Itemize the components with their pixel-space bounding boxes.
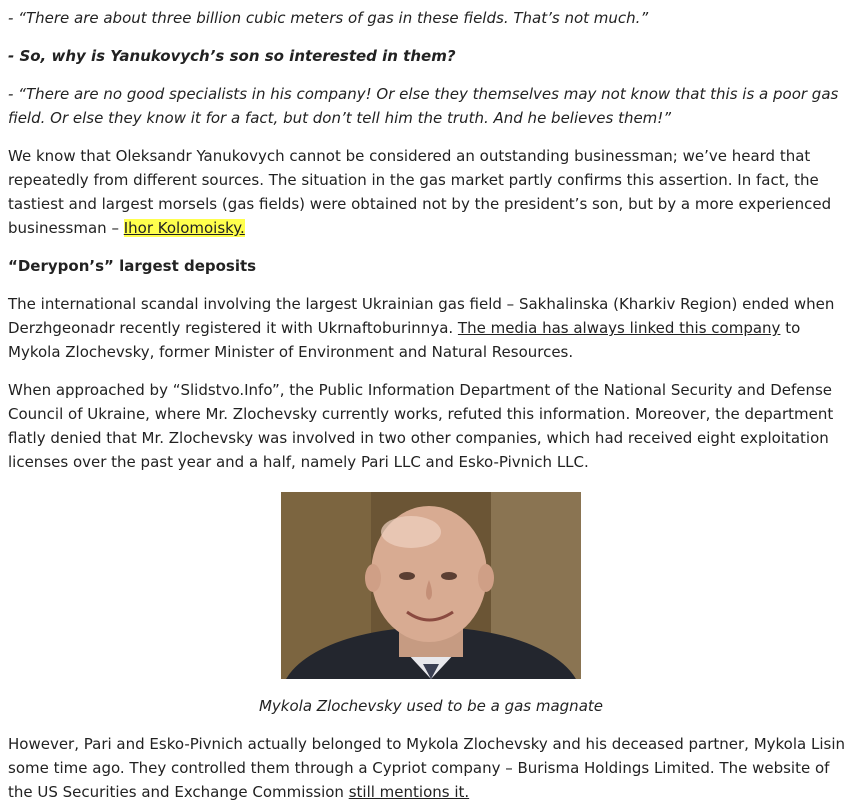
paragraph-scandal-after: to Mykola Zlochevsky, former Minister of Environment and Natural Resources.: [8, 319, 801, 361]
paragraph-approached: When approached by “Slidstvo.Info”, the Public Information Department of the National Security and Defense Council of Ukraine, where Mr. Zlochevsky currently works, refuted this information. Moreover, the department flatly denied that Mr. Zlochevsky was involved in two other companies, which had received eight exploitation licenses over the past year and a half, namely Pari LLC and Esko-Pivnich LLC.: [8, 381, 834, 471]
paragraph-scandal-before: The international scandal involving the largest Ukrainian gas field – Sakhalinska (Kharkiv Region) ended when Derzhgeonadr recently registered it with Ukrnaftoburinnya.: [8, 295, 835, 337]
portrait-illustration: [281, 492, 581, 679]
paragraph-businessman-text: We know that Oleksandr Yanukovych cannot be considered an outstanding businessman; we’ve heard that repeatedly from different sources. The situation in the gas market partly confirms this assertion. In fact, the tastiest and largest morsels (gas fields) were obtained not by the president’s son, but by a more experienced businessman –: [8, 147, 832, 237]
figure-caption: Mykola Zlochevsky used to be a gas magnate: [258, 697, 603, 715]
kolomoisky-link[interactable]: Ihor Kolomoisky.: [123, 219, 245, 237]
sec-mentions-link[interactable]: still mentions it.: [348, 783, 470, 801]
quote-no-specialists: - “There are no good specialists in his company! Or else they themselves may not know that this is a poor gas field. Or else they know it for a fact, but don’t tell him the truth. And he believes them!”: [8, 85, 839, 127]
quote-gas-volume: - “There are about three billion cubic meters of gas in these fields. That’s not much.”: [8, 9, 649, 27]
paragraph-businessman: [8, 144, 854, 240]
paragraph-burisma: [8, 732, 854, 804]
question-yanukovych-son: - So, why is Yanukovych’s son so interested in them?: [8, 47, 456, 65]
section-heading: “Derypon’s” largest deposits: [8, 257, 257, 275]
article-figure: [8, 492, 854, 718]
paragraph-scandal: [8, 292, 854, 364]
zlochevsky-photo: [281, 492, 581, 679]
paragraph-burisma-text: However, Pari and Esko-Pivnich actually belonged to Mykola Zlochevsky and his deceased partner, Mykola Lisin some time ago. They controlled them through a Cypriot company – Burisma Holdings Limited. The website of the US Securities and Exchange Commission: [8, 735, 846, 801]
media-linked-company-link[interactable]: The media has always linked this company: [457, 319, 781, 337]
